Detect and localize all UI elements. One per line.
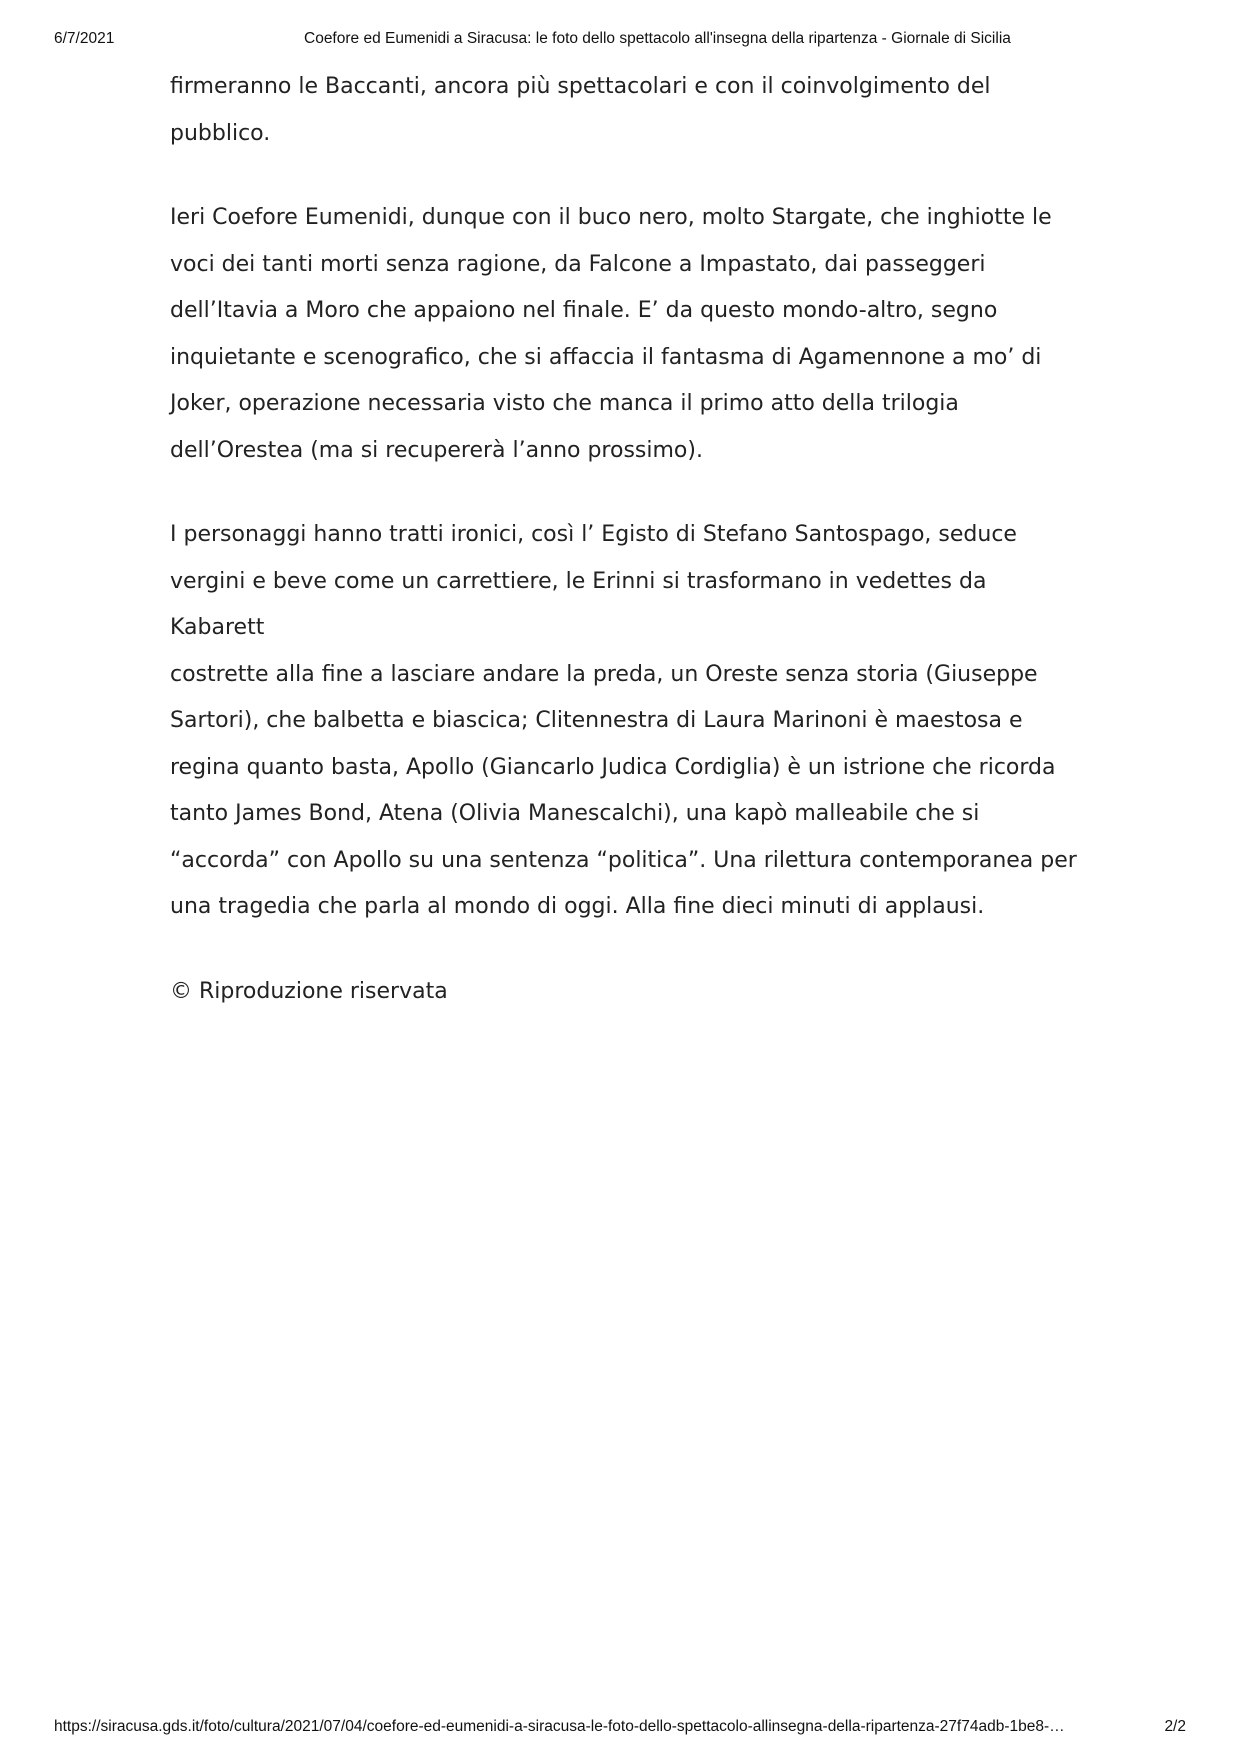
print-page-title: Coefore ed Eumenidi a Siracusa: le foto dello spettacolo all'insegna della ripartenza - Giornale di Sicilia [304,30,1011,47]
print-date: 6/7/2021 [54,30,115,47]
print-page-number: 2/2 [1164,1718,1186,1735]
print-footer [54,1718,1186,1740]
article-body [170,64,1080,1053]
article-paragraph: firmeranno le Baccanti, ancora più spettacolari e con il coinvolgimento del pubblico. [170,74,991,146]
copyright-notice: © Riproduzione riservata [170,978,448,1004]
print-header [54,30,1186,52]
article-paragraph: I personaggi hanno tratti ironici, così l’ Egisto di Stefano Santospago, seduce vergini e beve come un carrettiere, le Erinni si trasformano in vedettes da Kabarett costrette alla fine a lasciare andare la preda, un Oreste senza storia (Giuseppe Sartori), che balbetta e biascica; Clitennestra di Laura Marinoni è maestosa e regina quanto basta, Apollo (Giancarlo Judica Cordiglia) è un istrione che ricorda tanto James Bond, Atena (Olivia Manescalchi), una kapò malleabile che si “accorda” con Apollo su una sentenza “politica”. Una rilettura contemporanea per una tragedia che parla al mondo di oggi. Alla fine dieci minuti di applausi. [170,522,1077,919]
print-source-url: https://siracusa.gds.it/foto/cultura/2021/07/04/coefore-ed-eumenidi-a-siracusa-le-foto-dello-spettacolo-allinsegna-della-ripartenza-27f74adb-1be8-… [54,1718,1065,1735]
article-paragraph: Ieri Coefore Eumenidi, dunque con il buco nero, molto Stargate, che inghiotte le voci dei tanti morti senza ragione, da Falcone a Impastato, dai passeggeri dell’Itavia a Moro che appaiono nel finale. E’ da questo mondo-altro, segno inquietante e scenografico, che si affaccia il fantasma di Agamennone a mo’ di Joker, operazione necessaria visto che manca il primo atto della trilogia dell’Orestea (ma si recupererà l’anno prossimo). [170,205,1052,463]
